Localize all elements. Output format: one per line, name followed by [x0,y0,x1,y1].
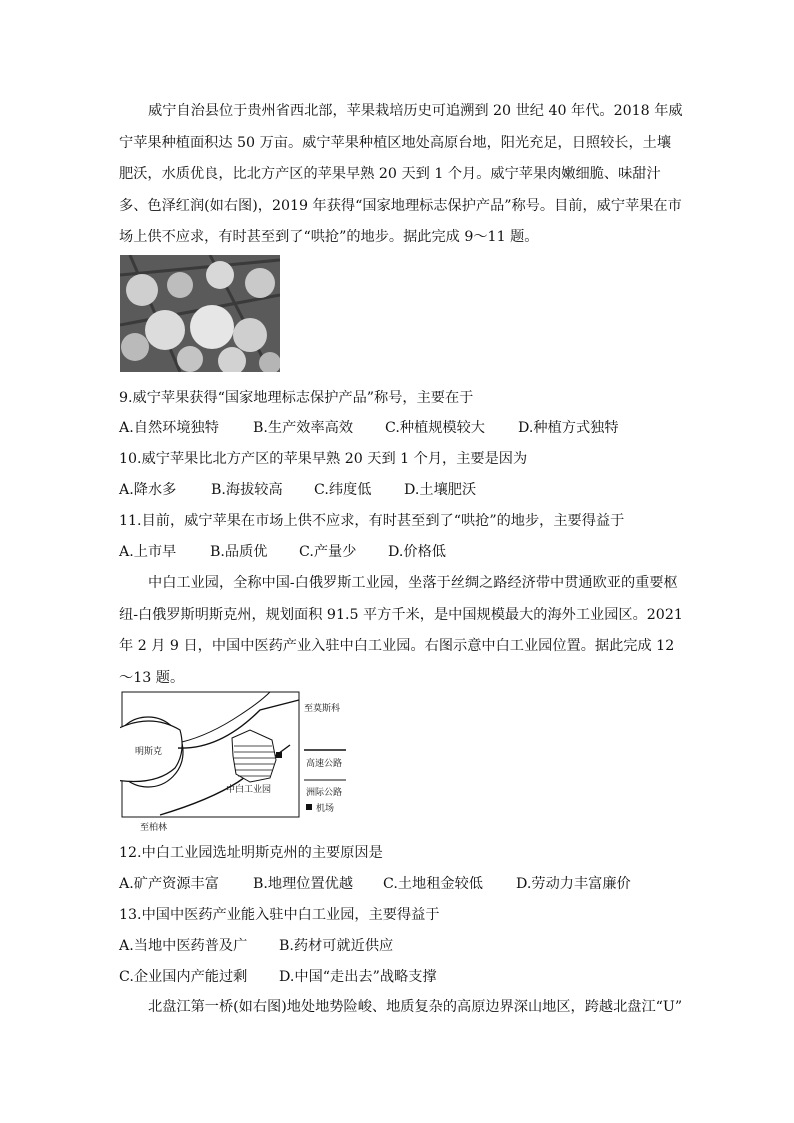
question-11-stem: 11.目前，威宁苹果在市场上供不应求，有时甚至到了“哄抢”的地步，主要得益于 [119,513,625,529]
question-10-stem: 10.威宁苹果比北方产区的苹果早熟 20 天到 1 个月，主要是因为 [119,451,528,467]
map-label-park: 中白工业园 [226,785,272,795]
question-9-options [119,417,619,437]
q12-option-b: B.地理位置优越 [253,876,354,892]
q13-option-d: D.中国“走出去”战略支撑 [279,969,437,985]
q13-option-b: B.药材可就近供应 [279,938,394,954]
airport-icon [276,752,282,758]
q13-option-c: C.企业国内产能过剩 [119,969,248,985]
question-12-stem: 12.中白工业园选址明斯克州的主要原因是 [119,845,383,861]
q11-option-c: C.产量少 [299,544,357,560]
q11-option-a: A.上市早 [119,544,177,560]
apple-photo-graphic [120,255,280,372]
q11-option-b: B.品质优 [210,544,268,560]
map-label-to-moscow: 至莫斯科 [304,704,341,714]
legend-airport-label: 机场 [316,804,335,814]
legend-intercontinental-label: 洲际公路 [306,788,343,798]
q12-option-c: C.土地租金较低 [383,876,483,892]
question-13-options-row2 [119,966,437,986]
q12-option-d: D.劳动力丰富廉价 [516,876,631,892]
q10-option-a: A.降水多 [119,482,177,498]
industrial-park-location-map [120,690,355,832]
q10-option-b: B.海拔较高 [211,482,283,498]
q9-option-d: D.种植方式独特 [518,420,619,436]
q11-option-d: D.价格低 [388,544,446,560]
q9-option-b: B.生产效率高效 [253,420,354,436]
passage-weining-apple: 威宁自治县位于贵州省西北部，苹果栽培历史可追溯到 20 世纪 40 年代。2018 年威宁苹果种植面积达 50 万亩。威宁苹果种植区地处高原台地，阳光充足，日照较长，土壤肥沃，水质优良，比北方产区的苹果早熟 20 天到 1 个月。威宁苹果肉嫩细脆、味甜汁多、色泽红润(如右图)，2019 年获得“国家地理标志保护产品”称号。目前，威宁苹果在市场上供不应求，有时甚至到了“哄抢”的地步。据此完成 9～11 题。 [119,103,683,245]
legend-expressway-label: 高速公路 [306,759,343,769]
park-area [232,730,276,782]
question-9-stem: 9.威宁苹果获得“国家地理标志保护产品”称号，主要在于 [119,390,474,406]
question-10-options [119,479,476,499]
question-13-stem: 13.中国中医药产业能入驻中白工业园，主要得益于 [119,907,440,923]
apple-photo [120,255,280,372]
question-12-options [119,873,631,893]
q12-option-a: A.矿产资源丰富 [119,876,219,892]
question-13-options-row1 [119,935,393,955]
question-11-options [119,541,446,561]
passage-beipanjiang-bridge: 北盘江第一桥(如右图)地处地势险峻、地质复杂的高原边界深山地区，跨越北盘江“U” [148,999,683,1015]
map-label-minsk: 明斯克 [135,747,163,757]
q13-option-a: A.当地中医药普及广 [119,938,248,954]
q10-option-d: D.土壤肥沃 [404,482,477,498]
q10-option-c: C.纬度低 [314,482,372,498]
legend-airport-icon [306,804,312,810]
map-label-to-berlin: 至柏林 [140,823,168,832]
q9-option-a: A.自然环境独特 [119,420,219,436]
passage-china-belarus-park: 中白工业园，全称中国-白俄罗斯工业园，坐落于丝绸之路经济带中贯通欧亚的重要枢纽-白俄罗斯明斯克州，规划面积 91.5 平方千米，是中国规模最大的海外工业园区。2021 年 2 月 9 日，中国中医药产业入驻中白工业园。右图示意中白工业园位置。据此完成 12～13 题。 [119,575,683,686]
q9-option-c: C.种植规模较大 [385,420,485,436]
